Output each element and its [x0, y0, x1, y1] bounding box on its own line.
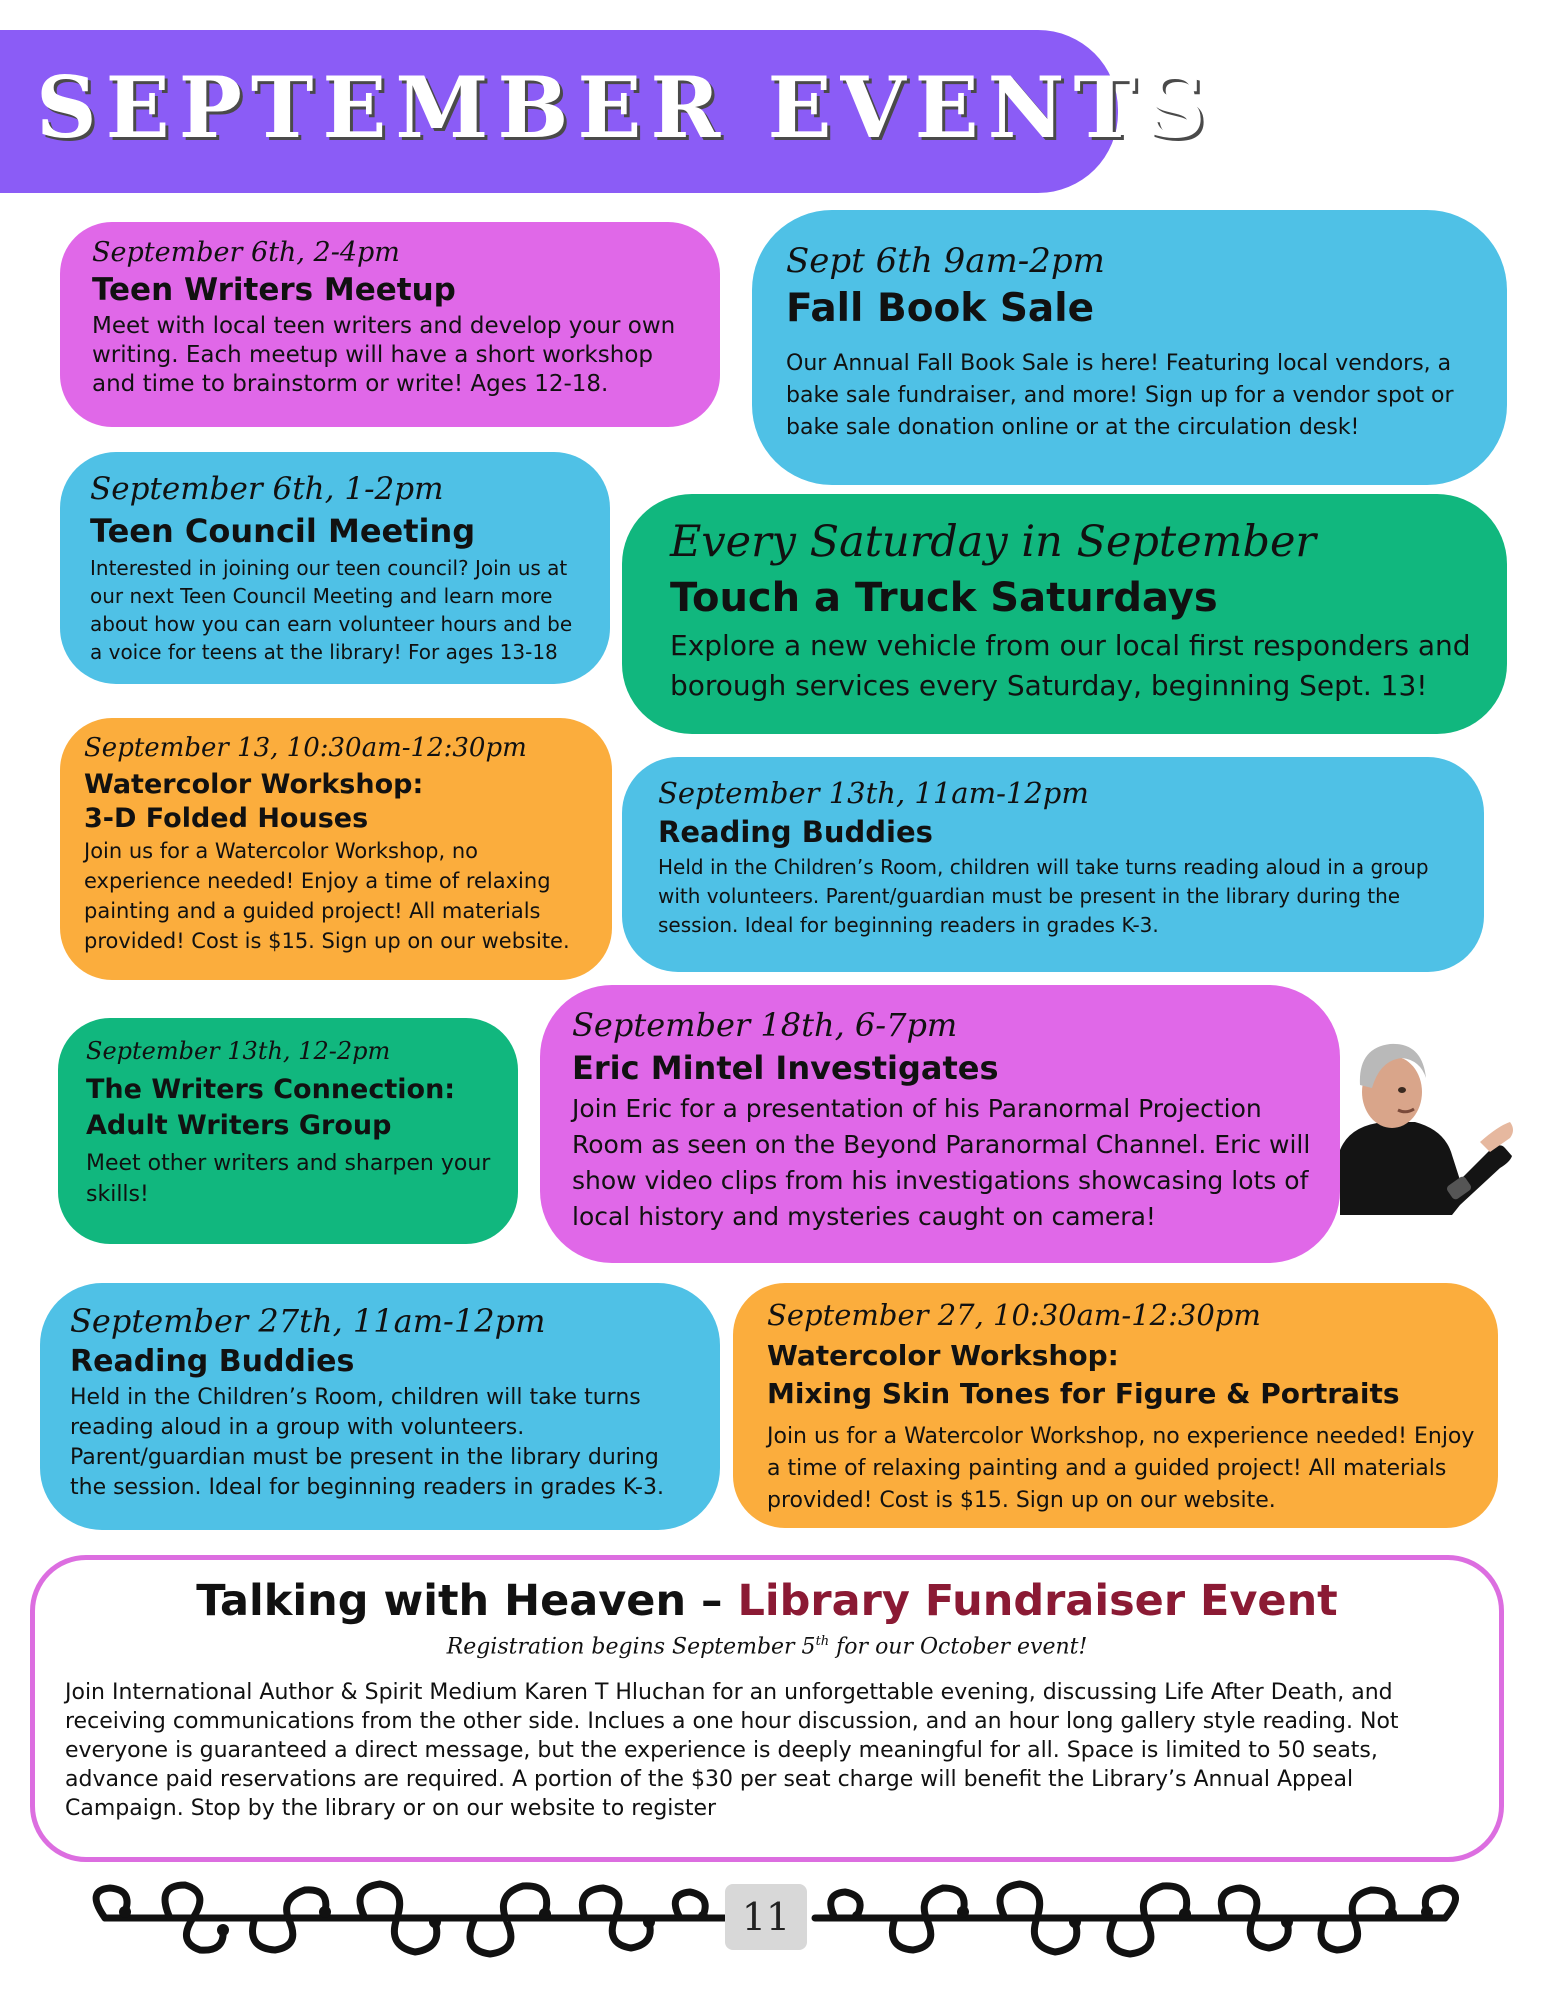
event-description: Join Eric for a presentation of his Paranormal Projection Room as seen on the Beyond Paranormal Channel. Eric will show video clips from his investigations showcasing lots of local history and mysteries caught on camera!: [572, 1094, 1311, 1231]
event-date: September 27, 10:30am-12:30pm: [767, 1298, 1261, 1332]
event-title-line1: Watercolor Workshop:: [767, 1339, 1119, 1372]
event-description: Explore a new vehicle from our local first responders and borough services every Saturday, beginning Sept. 13!: [670, 629, 1471, 702]
event-card-touch-a-truck: [622, 494, 1507, 734]
event-card-watercolor-skin-tones: [733, 1283, 1498, 1528]
fundraiser-title-sub: Library Fundraiser Event: [737, 1576, 1338, 1626]
fundraiser-box: [30, 1555, 1504, 1862]
event-card-eric-mintel: [540, 985, 1340, 1263]
event-description: Join us for a Watercolor Workshop, no experience needed! Enjoy a time of relaxing painting and a guided project! All materials provided! Cost is $15. Sign up on our website.: [767, 1424, 1475, 1513]
event-date: September 13th, 11am-12pm: [658, 776, 1089, 810]
event-description: Held in the Children’s Room, children will take turns reading aloud in a group with volunteers. Parent/guardian must be present in the library during the session. Ideal for beginning readers in grades K-3.: [658, 855, 1429, 937]
event-title: Reading Buddies: [658, 815, 933, 849]
event-card-fall-book-sale: [752, 210, 1507, 485]
event-title-line2: Adult Writers Group: [86, 1110, 392, 1141]
event-title: Teen Writers Meetup: [92, 272, 456, 308]
event-description: Meet with local teen writers and develop your own writing. Each meetup will have a short workshop and time to brainstorm or write! Ages 12-18.: [92, 313, 676, 397]
event-date: September 6th, 2-4pm: [92, 237, 400, 268]
event-card-teen-writers: [60, 222, 720, 427]
registration-suffix: th: [815, 1634, 830, 1649]
event-description: Meet other writers and sharpen your skills!: [86, 1151, 491, 1207]
event-title-line2: Mixing Skin Tones for Figure & Portraits: [767, 1377, 1400, 1410]
event-date: September 18th, 6-7pm: [572, 1006, 958, 1044]
event-description: Join us for a Watercolor Workshop, no experience needed! Enjoy a time of relaxing painting and a guided project! All materials provided! Cost is $15. Sign up on our website.: [84, 839, 570, 953]
event-card-teen-council: [60, 452, 610, 684]
event-date: Sept 6th 9am-2pm: [786, 241, 1105, 281]
event-date: Every Saturday in September: [670, 517, 1316, 567]
fundraiser-registration: [35, 1634, 1499, 1659]
registration-text-end: for our October event!: [829, 1634, 1088, 1660]
event-date: September 13th, 12-2pm: [86, 1037, 391, 1065]
page-header-banner: [0, 30, 1215, 193]
page-title: SEPTEMBER EVENTS: [36, 58, 1215, 157]
registration-text: Registration begins September 5: [446, 1634, 816, 1660]
event-card-writers-connection: [58, 1018, 518, 1244]
event-title: Fall Book Sale: [786, 286, 1095, 331]
page-number: 11: [725, 1884, 807, 1950]
event-date: September 6th, 1-2pm: [90, 471, 444, 507]
event-title-line1: Watercolor Workshop:: [84, 769, 424, 800]
event-title: Eric Mintel Investigates: [572, 1049, 999, 1087]
event-date: September 27th, 11am-12pm: [70, 1302, 546, 1340]
fundraiser-title: [35, 1576, 1499, 1626]
fundraiser-description: Join International Author & Spirit Medium Karen T Hluchan for an unforgettable evening, discussing Life After Death, and receiving communications from the other side. Inclues a one hour discussion, and an hour long gallery style reading. Not everyone is guaranteed a direct message, but the experience is deeply meaningful for all. Space is limited to 50 seats, advance paid reservations are required. A portion of the $30 per seat charge will benefit the Library’s Annual Appeal Campaign. Stop by the library or on our website to register: [65, 1680, 1399, 1821]
event-card-watercolor-houses: [60, 718, 612, 980]
event-title-line1: The Writers Connection:: [86, 1074, 456, 1105]
event-description: Interested in joining our teen council? Join us at our next Teen Council Meeting and learn more about how you can earn volunteer hours and be a voice for teens at the library! For ages 13-18: [90, 556, 573, 664]
event-description: Held in the Children’s Room, children will take turns reading aloud in a group with volunteers. Parent/guardian must be present in the library during the session. Ideal for beginning readers in grades K-3.: [70, 1385, 664, 1500]
event-card-reading-buddies-27: [40, 1283, 720, 1530]
event-title: Reading Buddies: [70, 1344, 355, 1379]
event-description: Our Annual Fall Book Sale is here! Featuring local vendors, a bake sale fundraiser, and more! Sign up for a vendor spot or bake sale donation online or at the circulation desk!: [786, 351, 1454, 440]
event-title: Teen Council Meeting: [90, 512, 476, 550]
event-title-line2: 3-D Folded Houses: [84, 803, 369, 834]
event-date: September 13, 10:30am-12:30pm: [84, 733, 527, 763]
fundraiser-title-main: Talking with Heaven –: [196, 1576, 738, 1626]
presenter-photo: [1340, 1030, 1515, 1215]
event-title: Touch a Truck Saturdays: [670, 575, 1218, 621]
event-card-reading-buddies-13: [622, 757, 1484, 972]
